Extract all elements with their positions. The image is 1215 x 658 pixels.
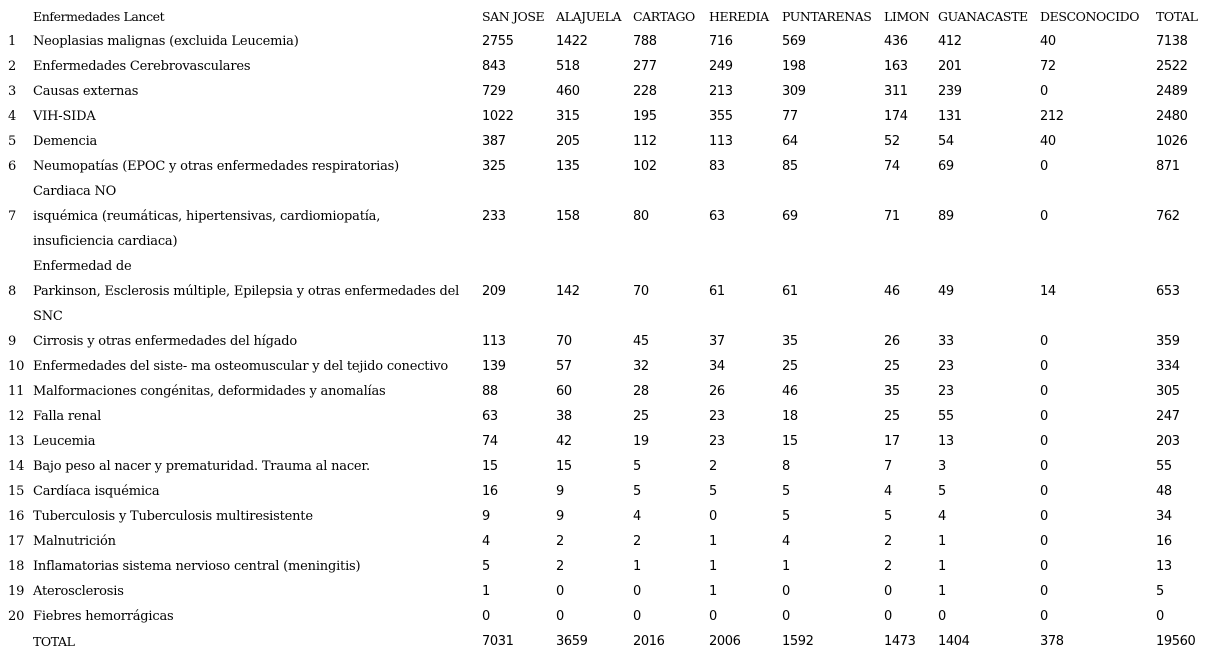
value-cell: 9	[556, 509, 564, 524]
value-cell: 5	[884, 509, 892, 524]
value-cell: 42	[556, 434, 572, 449]
value-cell: 17	[884, 434, 900, 449]
value-cell: 40	[1040, 34, 1056, 49]
value-cell: 40	[1040, 134, 1056, 149]
value-cell: 23	[709, 409, 725, 424]
rank-cell: 3	[8, 84, 17, 99]
value-cell: 2	[709, 459, 717, 474]
value-cell: 28	[633, 384, 649, 399]
rank-cell: 7	[8, 209, 17, 224]
disease-line: Cardiaca NO	[33, 184, 117, 199]
rank-cell: 5	[8, 134, 17, 149]
value-cell: 112	[633, 134, 657, 149]
value-cell: 0	[884, 584, 892, 599]
value-cell: 49	[938, 284, 954, 299]
table-row	[0, 354, 1215, 379]
rank-cell: 20	[8, 609, 25, 624]
total-value-cell: 1473	[884, 634, 916, 649]
value-cell: 5	[782, 484, 790, 499]
disease-cell: Malformaciones congénitas, deformidades y anomalías	[33, 384, 386, 399]
value-cell: 233	[482, 209, 506, 224]
value-cell: 0	[1040, 159, 1048, 174]
value-cell: 13	[938, 434, 954, 449]
value-cell: 25	[633, 409, 649, 424]
value-cell: 4	[938, 509, 946, 524]
value-cell: 4	[782, 534, 790, 549]
table-row	[0, 479, 1215, 504]
value-cell: 0	[1040, 459, 1048, 474]
table-row	[0, 79, 1215, 104]
value-cell: 4	[884, 484, 892, 499]
value-cell: 0	[782, 584, 790, 599]
header-san-jose: SAN JOSE	[482, 9, 545, 24]
value-cell: 436	[884, 34, 908, 49]
value-cell: 201	[938, 59, 962, 74]
value-cell: 70	[633, 284, 649, 299]
value-cell: 0	[1040, 209, 1048, 224]
value-cell: 1	[633, 559, 641, 574]
value-cell: 38	[556, 409, 572, 424]
rank-cell: 11	[8, 384, 25, 399]
value-cell: 0	[633, 609, 641, 624]
value-cell: 174	[884, 109, 908, 124]
value-cell: 7	[884, 459, 892, 474]
value-cell: 32	[633, 359, 649, 374]
value-cell: 213	[709, 84, 733, 99]
total-value-cell: 7031	[482, 634, 514, 649]
value-cell: 0	[1040, 334, 1048, 349]
value-cell: 2755	[482, 34, 514, 49]
disease-cell: VIH-SIDA	[33, 109, 96, 124]
value-cell: 0	[633, 584, 641, 599]
value-cell: 5	[1156, 584, 1164, 599]
disease-cell: Leucemia	[33, 434, 96, 449]
value-cell: 195	[633, 109, 657, 124]
value-cell: 5	[633, 459, 641, 474]
value-cell: 0	[1040, 609, 1048, 624]
header-cartago: CARTAGO	[633, 9, 695, 24]
value-cell: 16	[482, 484, 498, 499]
total-value-cell: 378	[1040, 634, 1064, 649]
value-cell: 653	[1156, 284, 1180, 299]
value-cell: 46	[782, 384, 798, 399]
value-cell: 2	[884, 534, 892, 549]
value-cell: 716	[709, 34, 733, 49]
disease-line: isquémica (reumáticas, hipertensivas, cardiomiopatía,	[33, 209, 381, 224]
value-cell: 5	[709, 484, 717, 499]
value-cell: 25	[884, 359, 900, 374]
header-row	[0, 4, 1215, 29]
disease-line: insuficiencia cardiaca)	[33, 234, 178, 249]
table-row	[0, 579, 1215, 604]
total-rank-cell	[0, 629, 33, 654]
value-cell: 9	[482, 509, 490, 524]
value-cell: 1	[938, 559, 946, 574]
value-cell: 0	[1040, 434, 1048, 449]
table-row	[0, 604, 1215, 629]
value-cell: 69	[938, 159, 954, 174]
value-cell: 45	[633, 334, 649, 349]
value-cell: 0	[1040, 409, 1048, 424]
value-cell: 5	[938, 484, 946, 499]
value-cell: 412	[938, 34, 962, 49]
value-cell: 89	[938, 209, 954, 224]
value-cell: 0	[709, 509, 717, 524]
value-cell: 64	[782, 134, 798, 149]
header-heredia: HEREDIA	[709, 9, 769, 24]
value-cell: 35	[782, 334, 798, 349]
value-cell: 60	[556, 384, 572, 399]
value-cell: 359	[1156, 334, 1180, 349]
value-cell: 518	[556, 59, 580, 74]
value-cell: 228	[633, 84, 657, 99]
value-cell: 113	[709, 134, 733, 149]
value-cell: 57	[556, 359, 572, 374]
total-row	[0, 629, 1215, 654]
value-cell: 54	[938, 134, 954, 149]
value-cell: 26	[709, 384, 725, 399]
value-cell: 460	[556, 84, 580, 99]
value-cell: 55	[938, 409, 954, 424]
header-disease: Enfermedades Lancet	[33, 9, 165, 24]
value-cell: 80	[633, 209, 649, 224]
header-desconocido: DESCONOCIDO	[1040, 9, 1140, 24]
value-cell: 4	[482, 534, 490, 549]
value-cell: 9	[556, 484, 564, 499]
header-guanacaste: GUANACASTE	[938, 9, 1028, 24]
disease-cell: Inflamatorias sistema nervioso central (meningitis)	[33, 559, 361, 574]
value-cell: 25	[884, 409, 900, 424]
value-cell: 212	[1040, 109, 1064, 124]
disease-cell: Cardíaca isquémica	[33, 484, 160, 499]
value-cell: 277	[633, 59, 657, 74]
disease-cell: Neumopatías (EPOC y otras enfermedades respiratorias)	[33, 159, 399, 174]
table-row	[0, 254, 1215, 329]
value-cell: 762	[1156, 209, 1180, 224]
total-value-cell: 19560	[1156, 634, 1196, 649]
value-cell: 247	[1156, 409, 1180, 424]
value-cell: 23	[938, 359, 954, 374]
rank-cell: 13	[8, 434, 25, 449]
table-row	[0, 529, 1215, 554]
value-cell: 15	[556, 459, 572, 474]
rank-cell: 19	[8, 584, 25, 599]
value-cell: 729	[482, 84, 506, 99]
disease-cell: Tuberculosis y Tuberculosis multiresistente	[33, 509, 313, 524]
value-cell: 158	[556, 209, 580, 224]
value-cell: 113	[482, 334, 506, 349]
table-row	[0, 504, 1215, 529]
value-cell: 4	[633, 509, 641, 524]
value-cell: 1	[709, 584, 717, 599]
value-cell: 3	[938, 459, 946, 474]
table-row	[0, 179, 1215, 254]
disease-cell	[33, 179, 482, 254]
value-cell: 334	[1156, 359, 1180, 374]
value-cell: 139	[482, 359, 506, 374]
value-cell: 387	[482, 134, 506, 149]
value-cell: 63	[482, 409, 498, 424]
value-cell: 135	[556, 159, 580, 174]
value-cell: 34	[1156, 509, 1172, 524]
disease-cell: Bajo peso al nacer y prematuridad. Trauma al nacer.	[33, 459, 370, 474]
value-cell: 15	[482, 459, 498, 474]
table-row	[0, 104, 1215, 129]
rank-cell: 2	[8, 59, 17, 74]
table-row	[0, 54, 1215, 79]
disease-cell: Causas externas	[33, 84, 139, 99]
value-cell: 2	[633, 534, 641, 549]
value-cell: 2	[556, 534, 564, 549]
value-cell: 1022	[482, 109, 514, 124]
value-cell: 0	[782, 609, 790, 624]
value-cell: 25	[782, 359, 798, 374]
value-cell: 1	[938, 584, 946, 599]
table-row	[0, 329, 1215, 354]
value-cell: 61	[782, 284, 798, 299]
value-cell: 0	[1040, 584, 1048, 599]
disease-cell: Enfermedades Cerebrovasculares	[33, 59, 251, 74]
value-cell: 205	[556, 134, 580, 149]
value-cell: 1422	[556, 34, 588, 49]
value-cell: 55	[1156, 459, 1172, 474]
value-cell: 37	[709, 334, 725, 349]
value-cell: 1	[938, 534, 946, 549]
rank-cell: 14	[8, 459, 25, 474]
value-cell: 1026	[1156, 134, 1188, 149]
header-puntarenas: PUNTARENAS	[782, 9, 872, 24]
value-cell: 14	[1040, 284, 1056, 299]
total-value-cell: 1592	[782, 634, 814, 649]
value-cell: 69	[782, 209, 798, 224]
rank-cell: 12	[8, 409, 25, 424]
disease-cell: Aterosclerosis	[33, 584, 124, 599]
value-cell: 83	[709, 159, 725, 174]
value-cell: 102	[633, 159, 657, 174]
value-cell: 198	[782, 59, 806, 74]
disease-line: Enfermedad de	[33, 259, 132, 274]
header-alajuela: ALAJUELA	[556, 9, 622, 24]
value-cell: 26	[884, 334, 900, 349]
value-cell: 0	[938, 609, 946, 624]
value-cell: 788	[633, 34, 657, 49]
value-cell: 0	[556, 609, 564, 624]
value-cell: 2522	[1156, 59, 1188, 74]
value-cell: 0	[1040, 534, 1048, 549]
value-cell: 569	[782, 34, 806, 49]
disease-cell	[33, 254, 482, 329]
value-cell: 305	[1156, 384, 1180, 399]
value-cell: 203	[1156, 434, 1180, 449]
value-cell: 239	[938, 84, 962, 99]
value-cell: 163	[884, 59, 908, 74]
rank-cell: 16	[8, 509, 25, 524]
value-cell: 1	[482, 584, 490, 599]
disease-cell: Neoplasias malignas (excluida Leucemia)	[33, 34, 299, 49]
disease-cell: Cirrosis y otras enfermedades del hígado	[33, 334, 298, 349]
value-cell: 13	[1156, 559, 1172, 574]
value-cell: 0	[556, 584, 564, 599]
disease-cell: Fiebres hemorrágicas	[33, 609, 174, 624]
total-value-cell: 1404	[938, 634, 970, 649]
rank-cell: 9	[8, 334, 17, 349]
header-rank	[0, 4, 33, 29]
value-cell: 70	[556, 334, 572, 349]
table-row	[0, 129, 1215, 154]
disease-line: SNC	[33, 309, 63, 324]
table-row	[0, 554, 1215, 579]
value-cell: 0	[1040, 559, 1048, 574]
value-cell: 0	[482, 609, 490, 624]
value-cell: 5	[782, 509, 790, 524]
value-cell: 5	[633, 484, 641, 499]
disease-line: Parkinson, Esclerosis múltiple, Epilepsia y otras enfermedades del	[33, 284, 460, 299]
value-cell: 0	[1040, 484, 1048, 499]
value-cell: 15	[782, 434, 798, 449]
value-cell: 72	[1040, 59, 1056, 74]
rank-cell: 8	[8, 284, 17, 299]
value-cell: 33	[938, 334, 954, 349]
value-cell: 0	[709, 609, 717, 624]
value-cell: 0	[1040, 359, 1048, 374]
value-cell: 2	[556, 559, 564, 574]
value-cell: 16	[1156, 534, 1172, 549]
value-cell: 0	[884, 609, 892, 624]
value-cell: 1	[709, 559, 717, 574]
header-total: TOTAL	[1156, 9, 1198, 24]
rank-cell: 1	[8, 34, 17, 49]
value-cell: 77	[782, 109, 798, 124]
value-cell: 19	[633, 434, 649, 449]
value-cell: 8	[782, 459, 790, 474]
total-label: TOTAL	[33, 634, 75, 649]
value-cell: 74	[482, 434, 498, 449]
rank-cell: 17	[8, 534, 25, 549]
disease-cell: Demencia	[33, 134, 98, 149]
table-row	[0, 379, 1215, 404]
value-cell: 209	[482, 284, 506, 299]
value-cell: 1	[709, 534, 717, 549]
table-row	[0, 154, 1215, 179]
disease-cell: Falla renal	[33, 409, 102, 424]
value-cell: 23	[709, 434, 725, 449]
value-cell: 0	[1040, 84, 1048, 99]
total-value-cell: 3659	[556, 634, 588, 649]
disease-cell: Enfermedades del siste- ma osteomuscular y del tejido conectivo	[33, 359, 449, 374]
value-cell: 249	[709, 59, 733, 74]
value-cell: 871	[1156, 159, 1180, 174]
total-value-cell: 2006	[709, 634, 741, 649]
table-row	[0, 454, 1215, 479]
mortality-table	[0, 4, 1215, 654]
value-cell: 46	[884, 284, 900, 299]
value-cell: 34	[709, 359, 725, 374]
value-cell: 325	[482, 159, 506, 174]
value-cell: 2480	[1156, 109, 1188, 124]
value-cell: 85	[782, 159, 798, 174]
header-limon: LIMON	[884, 9, 930, 24]
rank-cell: 10	[8, 359, 25, 374]
value-cell: 63	[709, 209, 725, 224]
value-cell: 355	[709, 109, 733, 124]
table-row	[0, 29, 1215, 54]
table-row	[0, 429, 1215, 454]
value-cell: 71	[884, 209, 900, 224]
total-value-cell: 2016	[633, 634, 665, 649]
value-cell: 2	[884, 559, 892, 574]
rank-cell: 15	[8, 484, 25, 499]
rank-cell: 18	[8, 559, 25, 574]
value-cell: 23	[938, 384, 954, 399]
value-cell: 18	[782, 409, 798, 424]
value-cell: 88	[482, 384, 498, 399]
rank-cell: 4	[8, 109, 17, 124]
value-cell: 309	[782, 84, 806, 99]
value-cell: 843	[482, 59, 506, 74]
value-cell: 142	[556, 284, 580, 299]
table-row	[0, 404, 1215, 429]
value-cell: 2489	[1156, 84, 1188, 99]
value-cell: 7138	[1156, 34, 1188, 49]
value-cell: 315	[556, 109, 580, 124]
value-cell: 131	[938, 109, 962, 124]
value-cell: 52	[884, 134, 900, 149]
value-cell: 74	[884, 159, 900, 174]
value-cell: 0	[1040, 509, 1048, 524]
value-cell: 5	[482, 559, 490, 574]
value-cell: 61	[709, 284, 725, 299]
value-cell: 35	[884, 384, 900, 399]
value-cell: 1	[782, 559, 790, 574]
value-cell: 311	[884, 84, 908, 99]
value-cell: 0	[1040, 384, 1048, 399]
disease-cell: Malnutrición	[33, 534, 116, 549]
value-cell: 0	[1156, 609, 1164, 624]
value-cell: 48	[1156, 484, 1172, 499]
rank-cell: 6	[8, 159, 17, 174]
